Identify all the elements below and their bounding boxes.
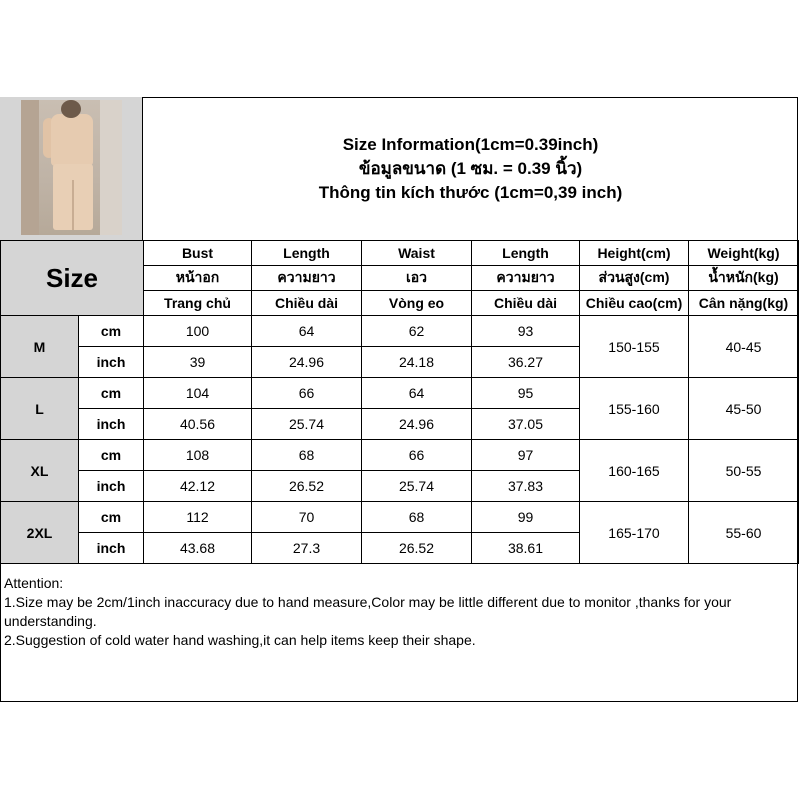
header-bust-en: Bust [144, 241, 252, 266]
table-cell: 38.61 [472, 533, 580, 564]
header-length-th: ความยาว [252, 266, 362, 291]
header-bust-vi: Trang chủ [144, 291, 252, 316]
size-information-title [143, 97, 798, 241]
product-photo [21, 100, 122, 235]
size-label: L [1, 378, 79, 440]
attention-heading: Attention: [4, 575, 64, 591]
size-table [0, 240, 799, 564]
header-height-th: ส่วนสูง(cm) [580, 266, 689, 291]
title-english: Size Information(1cm=0.39inch) [342, 134, 599, 154]
attention-note-1: 1.Size may be 2cm/1inch inaccuracy due to hand measure,Color may be little different due to monitor ,thanks for your understanding. [4, 594, 732, 629]
table-cell: 112 [144, 502, 252, 533]
table-cell: 26.52 [252, 471, 362, 502]
weight-cell: 55-60 [689, 502, 799, 564]
header-pants-length-th: ความยาว [472, 266, 580, 291]
table-cell: 64 [362, 378, 472, 409]
height-cell: 160-165 [580, 440, 689, 502]
table-row [1, 316, 799, 347]
table-cell: 24.96 [252, 347, 362, 378]
attention-notes [4, 574, 794, 650]
header-weight-en: Weight(kg) [689, 241, 799, 266]
table-cell: 40.56 [144, 409, 252, 440]
table-cell: 36.27 [472, 347, 580, 378]
table-cell: 93 [472, 316, 580, 347]
header-length-vi: Chiều dài [252, 291, 362, 316]
table-cell: 100 [144, 316, 252, 347]
attention-note-2: 2.Suggestion of cold water hand washing,it can help items keep their shape. [4, 632, 476, 648]
table-row [1, 440, 799, 471]
size-label: M [1, 316, 79, 378]
unit-label: cm [79, 378, 144, 409]
table-cell: 66 [252, 378, 362, 409]
table-cell: 68 [252, 440, 362, 471]
table-cell: 37.83 [472, 471, 580, 502]
weight-cell: 45-50 [689, 378, 799, 440]
weight-cell: 40-45 [689, 316, 799, 378]
unit-label: inch [79, 471, 144, 502]
table-cell: 24.96 [362, 409, 472, 440]
weight-cell: 50-55 [689, 440, 799, 502]
table-cell: 104 [144, 378, 252, 409]
title-thai: ข้อมูลขนาด (1 ซม. = 0.39 นิ้ว) [358, 158, 583, 178]
table-cell: 24.18 [362, 347, 472, 378]
table-cell: 99 [472, 502, 580, 533]
table-cell: 26.52 [362, 533, 472, 564]
table-row [1, 502, 799, 533]
unit-label: cm [79, 502, 144, 533]
unit-label: cm [79, 316, 144, 347]
table-cell: 95 [472, 378, 580, 409]
header-bust-th: หน้าอก [144, 266, 252, 291]
height-cell: 165-170 [580, 502, 689, 564]
table-cell: 39 [144, 347, 252, 378]
table-row [1, 378, 799, 409]
table-cell: 43.68 [144, 533, 252, 564]
header-pants-length-en: Length [472, 241, 580, 266]
header-height-vi: Chiều cao(cm) [580, 291, 689, 316]
height-cell: 155-160 [580, 378, 689, 440]
unit-label: inch [79, 347, 144, 378]
table-cell: 97 [472, 440, 580, 471]
header-weight-vi: Cân nặng(kg) [689, 291, 799, 316]
table-cell: 37.05 [472, 409, 580, 440]
table-cell: 25.74 [252, 409, 362, 440]
header-height-en: Height(cm) [580, 241, 689, 266]
size-label: 2XL [1, 502, 79, 564]
unit-label: inch [79, 409, 144, 440]
size-label: XL [1, 440, 79, 502]
header-waist-en: Waist [362, 241, 472, 266]
header-waist-th: เอว [362, 266, 472, 291]
header-weight-th: น้ำหนัก(kg) [689, 266, 799, 291]
table-cell: 42.12 [144, 471, 252, 502]
height-cell: 150-155 [580, 316, 689, 378]
table-cell: 66 [362, 440, 472, 471]
table-cell: 64 [252, 316, 362, 347]
title-vietnamese: Thông tin kích thước (1cm=0,39 inch) [318, 182, 623, 202]
unit-label: inch [79, 533, 144, 564]
table-cell: 68 [362, 502, 472, 533]
table-cell: 62 [362, 316, 472, 347]
table-cell: 70 [252, 502, 362, 533]
header-waist-vi: Vòng eo [362, 291, 472, 316]
table-cell: 108 [144, 440, 252, 471]
size-column-title: Size [1, 241, 144, 316]
header-length-en: Length [252, 241, 362, 266]
product-photo-cell [0, 97, 143, 241]
header-pants-length-vi: Chiều dài [472, 291, 580, 316]
table-cell: 27.3 [252, 533, 362, 564]
table-cell: 25.74 [362, 471, 472, 502]
unit-label: cm [79, 440, 144, 471]
